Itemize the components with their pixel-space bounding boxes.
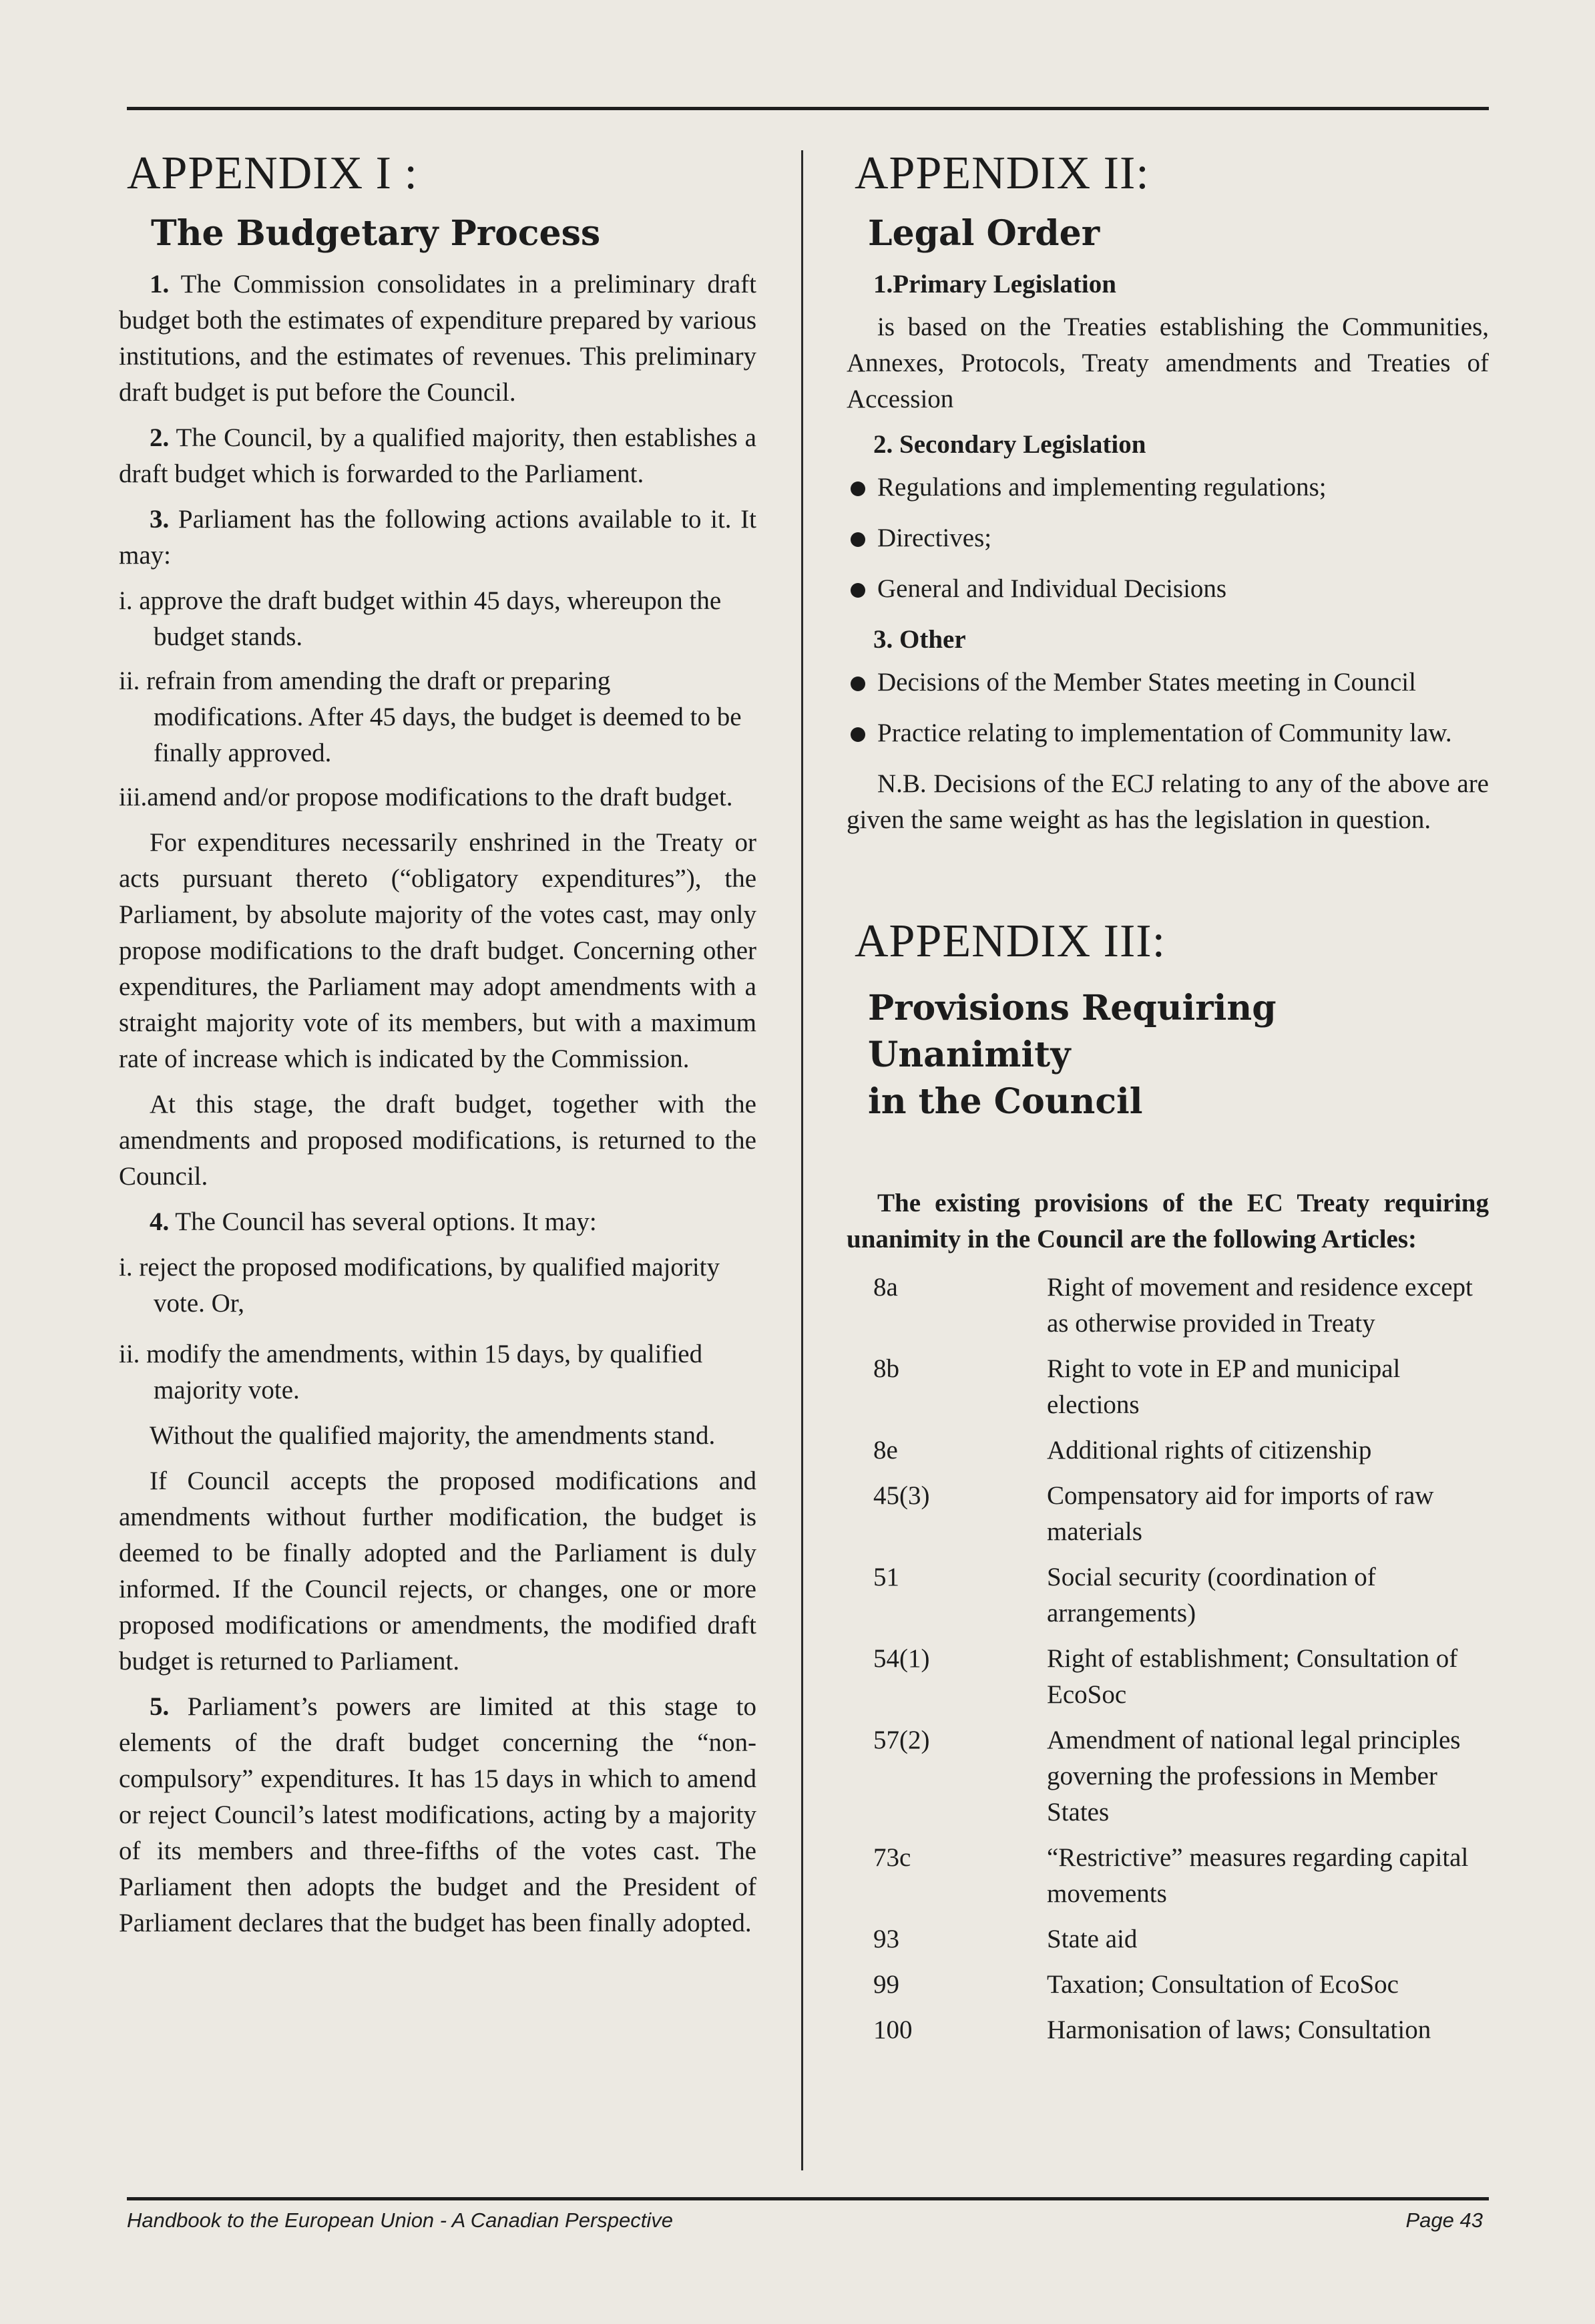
- budget-step-3: [119, 502, 756, 574]
- stage-paragraph: At this stage, the draft budget, together with the amendments and proposed modifications, is returned to the Council.: [119, 1090, 756, 1191]
- step-text: Parliament’s powers are limited at this stage to elements of the draft budget concerning the “non-compulsory” expenditures. It has 15 days in which to amend or reject Council’s latest modifications, acting by a majority of its members and three-fifths of the votes cast. The Parliament then adopts the budget and the President of Parliament declares that the budget has been finally adopted.: [119, 1692, 756, 1937]
- nb-note: N.B. Decisions of the ECJ relating to any of the above are given the same weight as has the legislation in question.: [847, 769, 1489, 834]
- step-label: 2.: [150, 423, 170, 452]
- list-item: Decisions of the Member States meeting in Council: [847, 664, 1489, 701]
- unanimity-intro: The existing provisions of the EC Treaty requiring unanimity in the Council are the following Articles:: [847, 1189, 1489, 1253]
- other-heading: 3. Other: [873, 625, 966, 654]
- top-rule: [127, 107, 1489, 110]
- appendix-3-title: APPENDIX III:: [855, 916, 1166, 967]
- table-row: 45(3) Compensatory aid for imports of raw materials: [873, 1481, 1434, 1546]
- left-column: [119, 144, 756, 1951]
- list-item: Directives;: [847, 520, 1489, 556]
- budget-step-4: [119, 1204, 756, 1240]
- list-item: i. approve the draft budget within 45 days, whereupon the budget stands.: [119, 586, 722, 651]
- table-row: 51 Social security (coordination of arrangements): [873, 1563, 1376, 1627]
- expenditures-paragraph: For expenditures necessarily enshrined in the Treaty or acts pursuant thereto (“obligatory expenditures”), the Parliament, by absolute majority of the votes cast, may only propose modifications to the draft budget. Concerning other expenditures, the Parliament may adopt amendments with a straight majority vote of its members, but with a maximum rate of increase which is indicated by the Commission.: [119, 828, 756, 1073]
- step-3-options: [119, 583, 756, 815]
- appendix-1-subtitle: The Budgetary Process: [151, 213, 601, 254]
- appendix-2-subtitle: Legal Order: [868, 213, 1100, 254]
- secondary-legislation-list: [847, 469, 1489, 607]
- page-number: Page 43: [1405, 2208, 1483, 2232]
- step-label: 4.: [150, 1207, 170, 1236]
- primary-legislation-heading: 1.Primary Legislation: [873, 270, 1116, 299]
- footer-book-title: Handbook to the European Union - A Canadian Perspective: [127, 2208, 674, 2232]
- step-label: 1.: [150, 270, 170, 299]
- table-row: 100 Harmonisation of laws; Consultation: [873, 2015, 1431, 2044]
- council-accepts-paragraph: If Council accepts the proposed modifications and amendments without further modification, the budget is deemed to be finally adopted and the Parliament is duly informed. If the Council rejects, or changes, one or more proposed modifications or amendments, the modified draft budget is returned to Parliament.: [119, 1467, 756, 1676]
- list-item: i. reject the proposed modifications, by qualified majority vote. Or,: [119, 1253, 720, 1318]
- table-row: 93 State aid: [873, 1925, 1138, 1953]
- primary-legislation-text: is based on the Treaties establishing the Communities, Annexes, Protocols, Treaty amendments and Treaties of Accession: [847, 313, 1489, 413]
- secondary-legislation-heading: 2. Secondary Legislation: [873, 430, 1146, 459]
- table-row: 99 Taxation; Consultation of EcoSoc: [873, 1970, 1399, 1999]
- step-text: The Council, by a qualified majority, then establishes a draft budget which is forwarded to the Parliament.: [119, 423, 756, 488]
- appendix-3-subtitle: Provisions Requiring Unanimity in the Council: [868, 988, 1277, 1122]
- step-text: The Commission consolidates in a preliminary draft budget both the estimates of expenditure prepared by various institutions, and the estimates of revenues. This preliminary draft budget is put before the Council.: [119, 270, 756, 407]
- right-column: [847, 144, 1489, 2058]
- column-divider: [801, 150, 803, 2170]
- bullet-icon: [851, 583, 865, 598]
- budget-step-2: [119, 420, 756, 492]
- other-list: [847, 664, 1489, 751]
- list-item: ii. modify the amendments, within 15 days, by qualified majority vote.: [119, 1340, 703, 1404]
- table-row: 57(2) Amendment of national legal principles governing the professions in Member States: [873, 1726, 1461, 1826]
- table-row: 8e Additional rights of citizenship: [873, 1436, 1372, 1465]
- bullet-icon: [851, 532, 865, 547]
- table-row: 8a Right of movement and residence except as otherwise provided in Treaty: [873, 1273, 1473, 1338]
- list-item: ii. refrain from amending the draft or preparing modifications. After 45 days, the budget is deemed to be finally approved.: [119, 666, 742, 767]
- table-row: 8b Right to vote in EP and municipal elections: [873, 1354, 1401, 1419]
- budget-step-5: [119, 1689, 756, 1941]
- step-label: 3.: [150, 505, 170, 534]
- without-majority-paragraph: Without the qualified majority, the amendments stand.: [150, 1421, 716, 1450]
- appendix-1-title: APPENDIX I :: [127, 148, 418, 199]
- bullet-icon: [851, 676, 865, 691]
- footer-rule: [127, 2197, 1489, 2200]
- step-label: 5.: [150, 1692, 170, 1721]
- step-text: The Council has several options. It may:: [169, 1207, 597, 1236]
- table-row: 54(1) Right of establishment; Consultation of EcoSoc: [873, 1644, 1458, 1709]
- list-item: General and Individual Decisions: [847, 571, 1489, 607]
- step-text: Parliament has the following actions available to it. It may:: [119, 505, 756, 570]
- table-row: 73c “Restrictive” measures regarding capital movements: [873, 1843, 1469, 1908]
- step-4-options: [119, 1249, 756, 1408]
- articles-table: [847, 1270, 1489, 2058]
- budget-step-1: [119, 266, 756, 411]
- bullet-icon: [851, 481, 865, 496]
- bullet-icon: [851, 727, 865, 742]
- appendix-2-title: APPENDIX II:: [855, 148, 1150, 199]
- list-item: Practice relating to implementation of Community law.: [847, 715, 1489, 751]
- list-item: iii.amend and/or propose modifications to the draft budget.: [119, 783, 733, 811]
- list-item: Regulations and implementing regulations;: [847, 469, 1489, 506]
